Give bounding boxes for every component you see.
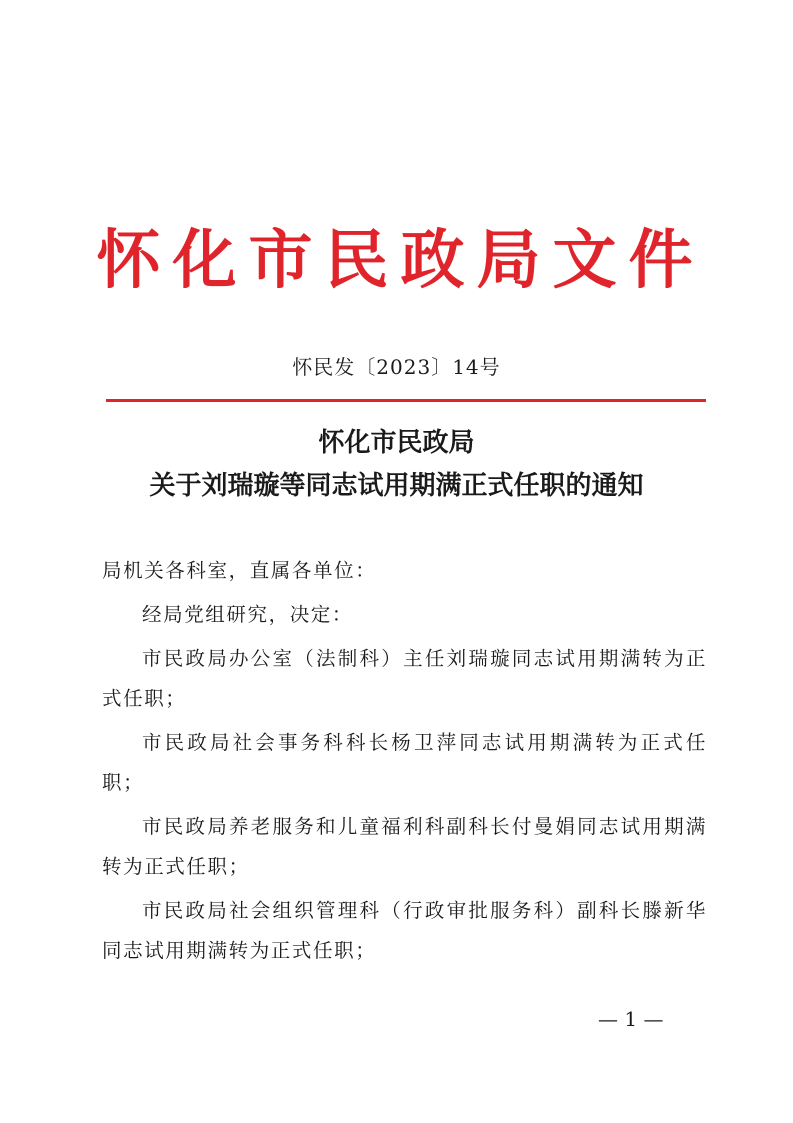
- appointment-item-3: 市民政局养老服务和儿童福利科副科长付曼娟同志试用期满转为正式任职；: [102, 815, 707, 878]
- appointment-item-1: 市民政局办公室（法制科）主任刘瑞璇同志试用期满转为正式任职；: [102, 647, 707, 710]
- page-number: — 1 —: [598, 1007, 664, 1031]
- appointment-item-4: 市民政局社会组织管理科（行政审批服务科）副科长滕新华同志试用期满转为正式任职；: [102, 899, 707, 962]
- document-header-title: 怀化市民政局文件: [96, 224, 705, 298]
- salutation: 局机关各科室，直属各单位：: [102, 559, 377, 582]
- document-number: 怀民发〔2023〕14号: [292, 355, 501, 379]
- red-divider-line: [106, 399, 706, 402]
- appointment-item-2: 市民政局社会事务科科长杨卫萍同志试用期满转为正式任职；: [102, 731, 707, 794]
- notice-title-subject: 关于刘瑞璇等同志试用期满正式任职的通知: [149, 471, 644, 501]
- notice-title-issuer: 怀化市民政局: [318, 428, 475, 458]
- notice-body: [102, 551, 707, 971]
- intro-paragraph: 经局党组研究，决定：: [142, 603, 354, 626]
